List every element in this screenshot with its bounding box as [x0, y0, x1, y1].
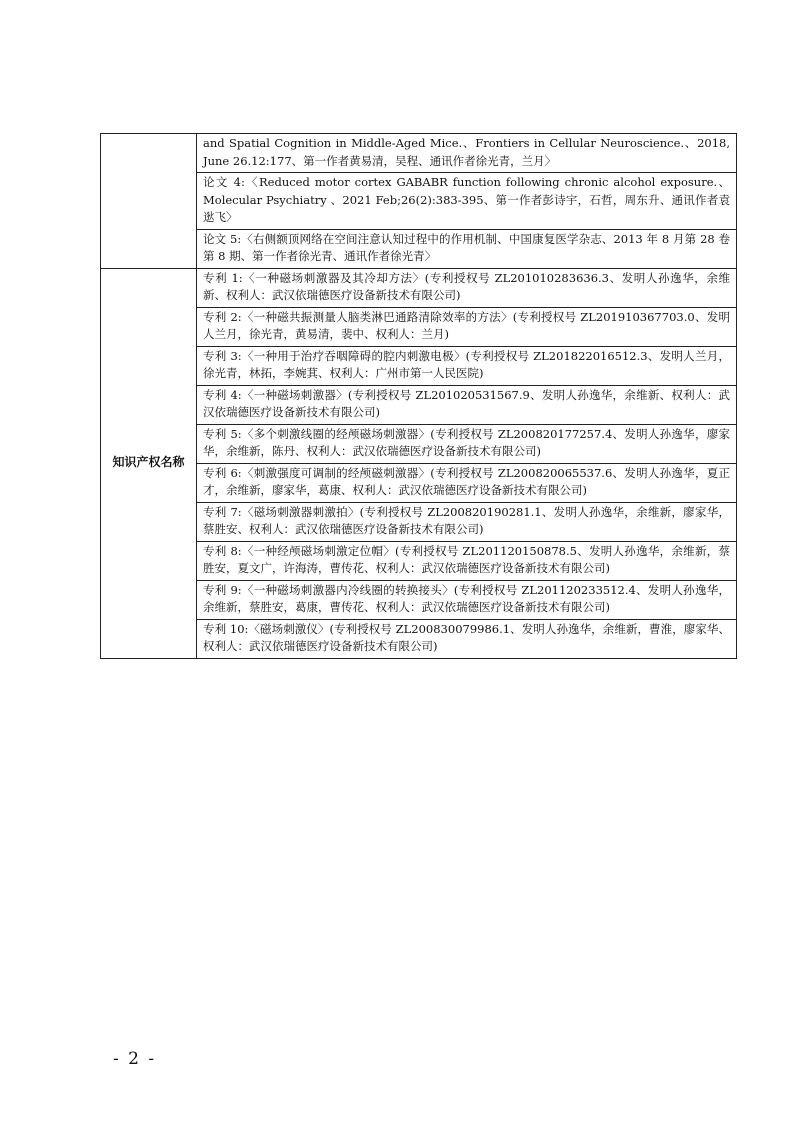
patent-row: [101, 424, 737, 463]
patent-row: [101, 346, 737, 385]
patent-row: [101, 580, 737, 619]
patent-entry: 专利 1:〈一种磁场刺激器及其冷却方法〉(专利授权号 ZL201010283636.3、发明人孙逸华，余维新、权利人：武汉依瑞德医疗设备新技术有限公司): [197, 268, 737, 307]
patent-row: [101, 463, 737, 502]
paper-entry: 论文 4:〈Reduced motor cortex GABABR function following chronic alcohol exposure.、Molecular Psychiatry 、2021 Feb;26(2):383-395、第一作者彭诗宇，石哲，周东升、通讯作者袁逖飞〉: [197, 173, 737, 230]
patent-row: [101, 307, 737, 346]
patent-row: [101, 619, 737, 658]
patent-entry: 专利 6:〈刺激强度可调制的经颅磁刺激器〉(专利授权号 ZL200820065537.6、发明人孙逸华，夏正才，余维新，廖家华，葛康、权利人：武汉依瑞德医疗设备新技术有限公司): [197, 463, 737, 502]
paper-entry: 论文 5:〈右侧额顶网络在空间注意认知过程中的作用机制、中国康复医学杂志、2013 年 8 月第 28 卷第 8 期、第一作者徐光青、通讯作者徐光青〉: [197, 229, 737, 268]
patent-entry: 专利 8:〈一种经颅磁场刺激定位帽〉(专利授权号 ZL201120150878.5、发明人孙逸华，余维新，蔡胜安，夏文广，许海涛，曹传花、权利人：武汉依瑞德医疗设备新技术有限公司): [197, 541, 737, 580]
patent-row: [101, 268, 737, 307]
patent-entry: 专利 2:〈一种磁共振测量人脑类淋巴通路清除效率的方法〉(专利授权号 ZL201910367703.0、发明人兰月，徐光青，黄易清，裴中、权利人：兰月): [197, 307, 737, 346]
patent-row: [101, 541, 737, 580]
patent-row: [101, 502, 737, 541]
patent-entry: 专利 5:〈多个刺激线圈的经颅磁场刺激器〉(专利授权号 ZL200820177257.4、发明人孙逸华，廖家华，余维新，陈丹、权利人：武汉依瑞德医疗设备新技术有限公司): [197, 424, 737, 463]
paper-row: [101, 229, 737, 268]
page-number: - 2 -: [113, 1049, 157, 1069]
patent-entry: 专利 10:〈磁场刺激仪〉(专利授权号 ZL200830079986.1、发明人孙逸华，余维新，曹淮，廖家华、权利人：武汉依瑞德医疗设备新技术有限公司): [197, 619, 737, 658]
patent-entry: 专利 4:〈一种磁场刺激器〉(专利授权号 ZL201020531567.9、发明人孙逸华，余维新、权利人：武汉依瑞德医疗设备新技术有限公司): [197, 385, 737, 424]
paper-entry: and Spatial Cognition in Middle-Aged Mice.、Frontiers in Cellular Neuroscience.、2018, June 26.12:177、第一作者黄易清，吴程、通讯作者徐光青，兰月〉: [197, 134, 737, 173]
paper-row: [101, 173, 737, 230]
paper-row: [101, 134, 737, 173]
patent-entry: 专利 3:〈一种用于治疗吞咽障碍的腔内刺激电极〉(专利授权号 ZL201822016512.3、发明人兰月，徐光青，林拓，李婉萁、权利人：广州市第一人民医院): [197, 346, 737, 385]
patent-row: [101, 385, 737, 424]
papers-label-cell: [101, 134, 197, 269]
achievements-table: [100, 133, 737, 659]
patent-entry: 专利 9:〈一种磁场刺激器内冷线圈的转换接头〉(专利授权号 ZL201120233512.4、发明人孙逸华，余维新，蔡胜安，葛康，曹传花、权利人：武汉依瑞德医疗设备新技术有限公司): [197, 580, 737, 619]
ip-section-label: 知识产权名称: [101, 268, 197, 658]
patent-entry: 专利 7:〈磁场刺激器刺激拍〉(专利授权号 ZL200820190281.1、发明人孙逸华，余维新，廖家华，蔡胜安、权利人：武汉依瑞德医疗设备新技术有限公司): [197, 502, 737, 541]
